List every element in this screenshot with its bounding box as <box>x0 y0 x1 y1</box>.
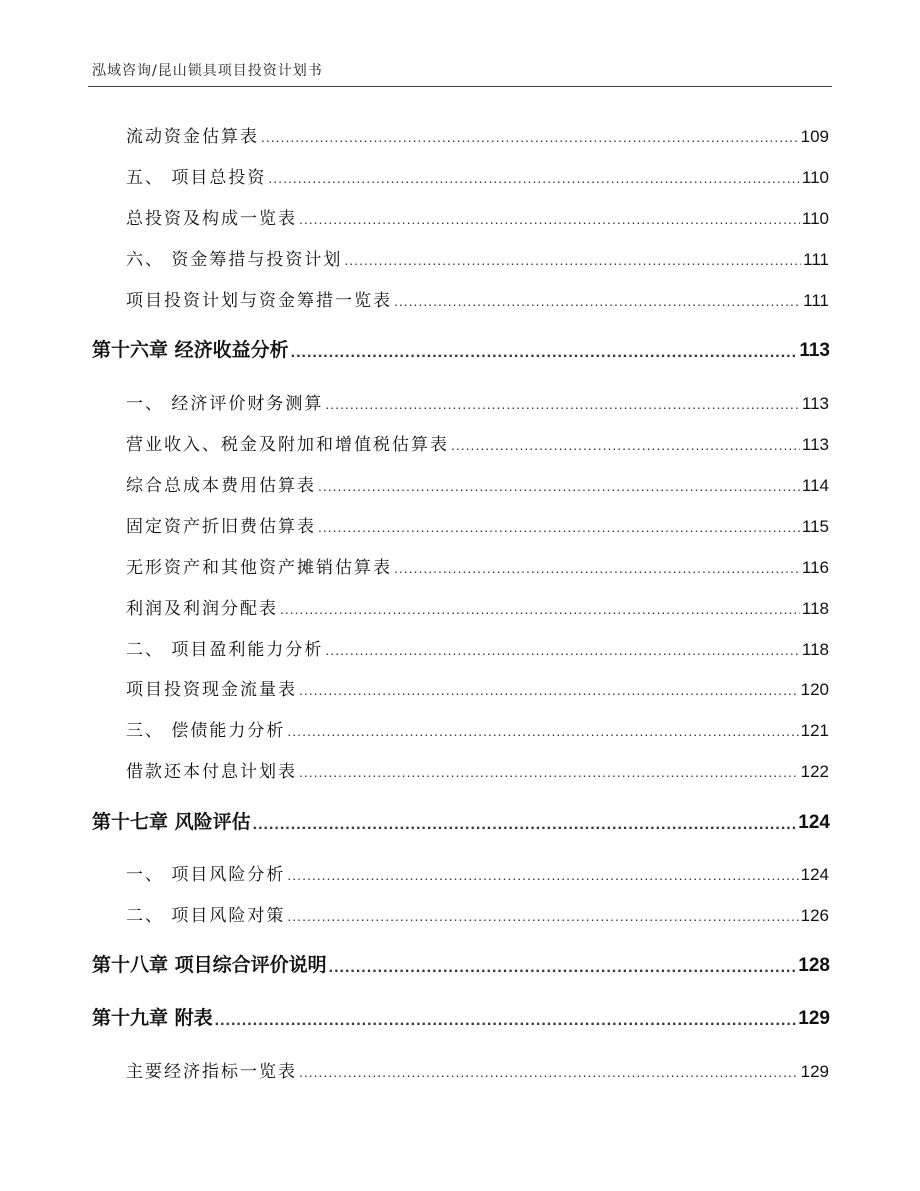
toc-entry-page: 110 <box>801 209 829 228</box>
toc-entry[interactable] <box>126 121 829 147</box>
toc-chapter-label: 第十七章 风险评估 <box>92 811 251 833</box>
toc-entry-page: 109 <box>800 127 829 146</box>
toc-leader-dots <box>299 680 799 700</box>
toc-leader-dots <box>261 127 799 147</box>
toc-entry-page: 126 <box>800 906 829 925</box>
toc-entry-label: 三、 偿债能力分析 <box>126 721 286 741</box>
toc-chapter-page: 124 <box>798 812 830 833</box>
toc-chapter-entry[interactable] <box>92 336 830 362</box>
toc-leader-dots <box>451 435 800 455</box>
toc-entry[interactable] <box>126 859 829 885</box>
toc-entry-label: 主要经济指标一览表 <box>126 1062 297 1082</box>
toc-entry-page: 121 <box>800 721 829 740</box>
toc-entry-page: 129 <box>800 1062 829 1081</box>
toc-entry-page: 113 <box>801 394 829 413</box>
toc-leader-dots <box>394 291 801 311</box>
toc-chapter-page: 128 <box>798 955 830 976</box>
toc-chapter-label: 第十九章 附表 <box>92 1007 213 1029</box>
toc-entry-page: 114 <box>801 476 829 495</box>
toc-leader-dots <box>318 517 800 537</box>
toc-entry[interactable] <box>126 244 829 270</box>
toc-leader-dots <box>291 340 798 362</box>
toc-entry[interactable] <box>126 470 829 496</box>
toc-entry[interactable] <box>126 715 829 741</box>
toc-leader-dots <box>299 762 799 782</box>
page-header: 泓域咨询/昆山锁具项目投资计划书 <box>92 63 323 79</box>
toc-leader-dots <box>253 812 797 834</box>
toc-entry-label: 六、 资金筹措与投资计划 <box>126 250 343 270</box>
toc-entry[interactable] <box>126 552 829 578</box>
toc-entry-page: 118 <box>801 640 829 659</box>
toc-leader-dots <box>287 906 798 926</box>
toc-entry[interactable] <box>126 900 829 926</box>
toc-entry-label: 二、 项目风险对策 <box>126 906 286 926</box>
toc-entry[interactable] <box>126 756 829 782</box>
toc-leader-dots <box>287 865 798 885</box>
toc-entry[interactable] <box>126 162 829 188</box>
toc-leader-dots <box>215 1008 797 1030</box>
toc-chapter-entry[interactable] <box>92 808 830 834</box>
toc-entry-label: 借款还本付息计划表 <box>126 762 297 782</box>
toc-entry-label: 一、 项目风险分析 <box>126 865 286 885</box>
toc-entry-label: 利润及利润分配表 <box>126 599 278 619</box>
toc-entry-label: 营业收入、税金及附加和增值税估算表 <box>126 435 449 455</box>
toc-leader-dots <box>325 640 799 660</box>
toc-entry-page: 124 <box>800 865 829 884</box>
toc-entry[interactable] <box>126 429 829 455</box>
toc-entry-label: 综合总成本费用估算表 <box>126 476 316 496</box>
toc-leader-dots <box>394 558 800 578</box>
toc-entry[interactable] <box>126 593 829 619</box>
header-divider <box>88 86 832 87</box>
toc-leader-dots <box>299 1062 799 1082</box>
toc-entry-label: 流动资金估算表 <box>126 127 259 147</box>
toc-entry-page: 120 <box>800 680 829 699</box>
toc-entry[interactable] <box>126 511 829 537</box>
toc-entry-page: 118 <box>801 599 829 618</box>
toc-entry-page: 110 <box>801 168 829 187</box>
toc-entry[interactable] <box>126 203 829 229</box>
toc-chapter-label: 第十八章 项目综合评价说明 <box>92 954 327 976</box>
toc-entry-page: 111 <box>803 291 829 310</box>
toc-chapter-label: 第十六章 经济收益分析 <box>92 339 289 361</box>
toc-entry-page: 113 <box>801 435 829 454</box>
toc-entry-page: 116 <box>801 558 829 577</box>
toc-leader-dots <box>280 599 800 619</box>
toc-entry-label: 总投资及构成一览表 <box>126 209 297 229</box>
toc-entry[interactable] <box>126 388 829 414</box>
toc-entry-label: 五、 项目总投资 <box>126 168 267 188</box>
toc-entry-page: 115 <box>801 517 829 536</box>
toc-entry-label: 二、 项目盈利能力分析 <box>126 640 324 660</box>
toc-leader-dots <box>287 721 798 741</box>
toc-chapter-entry[interactable] <box>92 951 830 977</box>
toc-entry-page: 111 <box>803 250 829 269</box>
toc-entry-label: 固定资产折旧费估算表 <box>126 517 316 537</box>
toc-entry[interactable] <box>126 285 829 311</box>
toc-entry[interactable] <box>126 634 829 660</box>
toc-entry-label: 项目投资现金流量表 <box>126 680 297 700</box>
toc-leader-dots <box>318 476 800 496</box>
toc-leader-dots <box>329 955 797 977</box>
toc-entry[interactable] <box>126 1056 829 1082</box>
toc-leader-dots <box>344 250 801 270</box>
toc-leader-dots <box>325 394 799 414</box>
toc-leader-dots <box>299 209 800 229</box>
toc-entry-label: 项目投资计划与资金筹措一览表 <box>126 291 392 311</box>
toc-chapter-page: 113 <box>799 340 830 361</box>
toc-entry-page: 122 <box>800 762 829 781</box>
toc-entry-label: 一、 经济评价财务测算 <box>126 394 324 414</box>
toc-entry-label: 无形资产和其他资产摊销估算表 <box>126 558 392 578</box>
toc-chapter-page: 129 <box>798 1008 830 1029</box>
toc-chapter-entry[interactable] <box>92 1004 830 1030</box>
toc-entry[interactable] <box>126 674 829 700</box>
toc-leader-dots <box>268 168 799 188</box>
